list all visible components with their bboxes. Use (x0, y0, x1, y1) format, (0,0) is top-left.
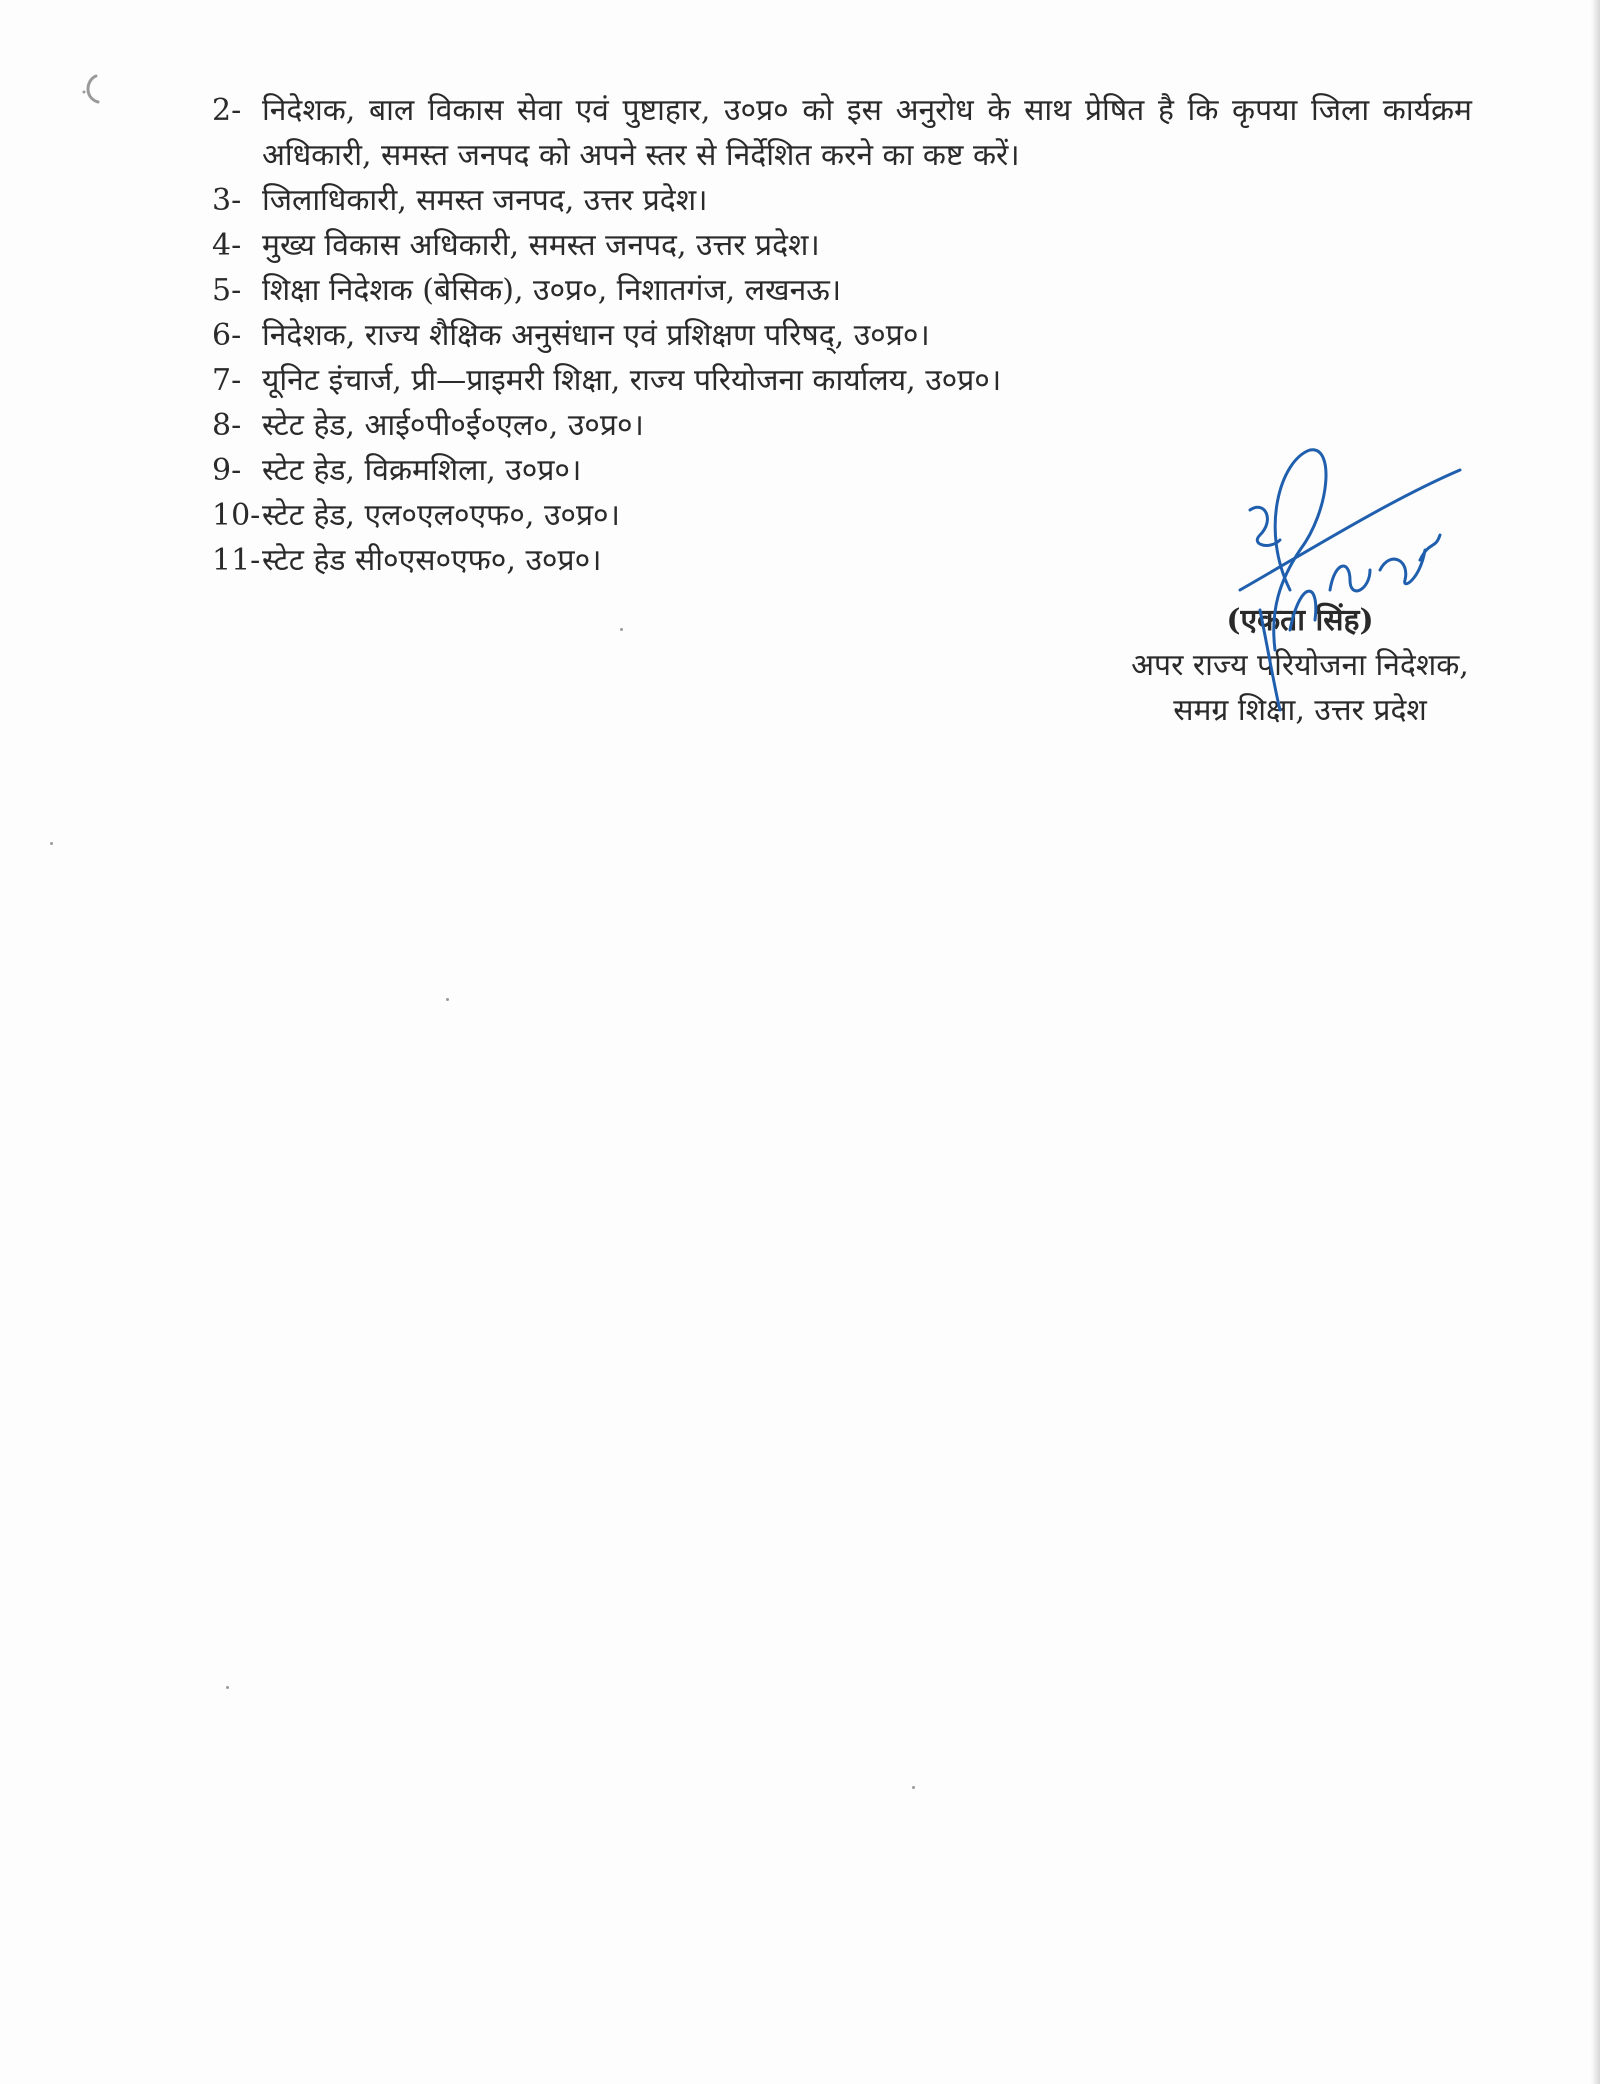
paper-speck (446, 998, 449, 1001)
list-item (212, 358, 1472, 403)
item-number: 4- (212, 228, 242, 263)
item-text: निदेशक, बाल विकास सेवा एवं पुष्टाहार, उ०प्र० को इस अनुरोध के साथ प्रेषित है कि कृपया जिला कार्यक्रम अधिकारी, समस्त जनपद को अपने स्तर से निर्देशित करने का कष्ट करें। (262, 93, 1472, 173)
signatory-name: (एकता सिंह) (1226, 603, 1374, 638)
item-number: 6- (212, 318, 242, 353)
list-item (212, 223, 1472, 268)
list-item (212, 88, 1472, 178)
item-number: 7- (212, 363, 242, 398)
item-text: स्टेट हेड, एल०एल०एफ०, उ०प्र०। (262, 498, 621, 533)
paper-speck (912, 1786, 915, 1789)
signatory-designation: अपर राज्य परियोजना निदेशक, (1131, 648, 1469, 683)
item-text: मुख्य विकास अधिकारी, समस्त जनपद, उत्तर प्रदेश। (262, 228, 820, 263)
item-number: 8- (212, 408, 242, 443)
signatory-office: समग्र शिक्षा, उत्तर प्रदेश (1173, 693, 1427, 728)
list-item (212, 268, 1472, 313)
list-item (212, 313, 1472, 358)
item-text: जिलाधिकारी, समस्त जनपद, उत्तर प्रदेश। (262, 183, 708, 218)
item-number: 5- (212, 273, 242, 308)
item-text: शिक्षा निदेशक (बेसिक), उ०प्र०, निशातगंज, लखनऊ। (262, 273, 842, 308)
handwritten-signature (1220, 440, 1480, 720)
item-number: 2- (212, 93, 242, 128)
list-item (212, 178, 1472, 223)
paper-speck (226, 1686, 229, 1689)
item-number: 11- (212, 543, 261, 578)
paper-speck (620, 628, 623, 631)
item-text: यूनिट इंचार्ज, प्री—प्राइमरी शिक्षा, राज्य परियोजना कार्यालय, उ०प्र०। (262, 363, 1002, 398)
page-edge-shadow (1590, 0, 1600, 2084)
item-number: 3- (212, 183, 242, 218)
item-text: निदेशक, राज्य शैक्षिक अनुसंधान एवं प्रशिक्षण परिषद्, उ०प्र०। (262, 318, 930, 353)
item-text: स्टेट हेड सी०एस०एफ०, उ०प्र०। (262, 543, 602, 578)
item-number: 9- (212, 453, 242, 488)
item-text: स्टेट हेड, विक्रमशिला, उ०प्र०। (262, 453, 582, 488)
punch-hole-mark (78, 72, 108, 112)
item-number: 10- (212, 498, 261, 533)
paper-speck (50, 842, 53, 845)
item-text: स्टेट हेड, आई०पी०ई०एल०, उ०प्र०। (262, 408, 644, 443)
